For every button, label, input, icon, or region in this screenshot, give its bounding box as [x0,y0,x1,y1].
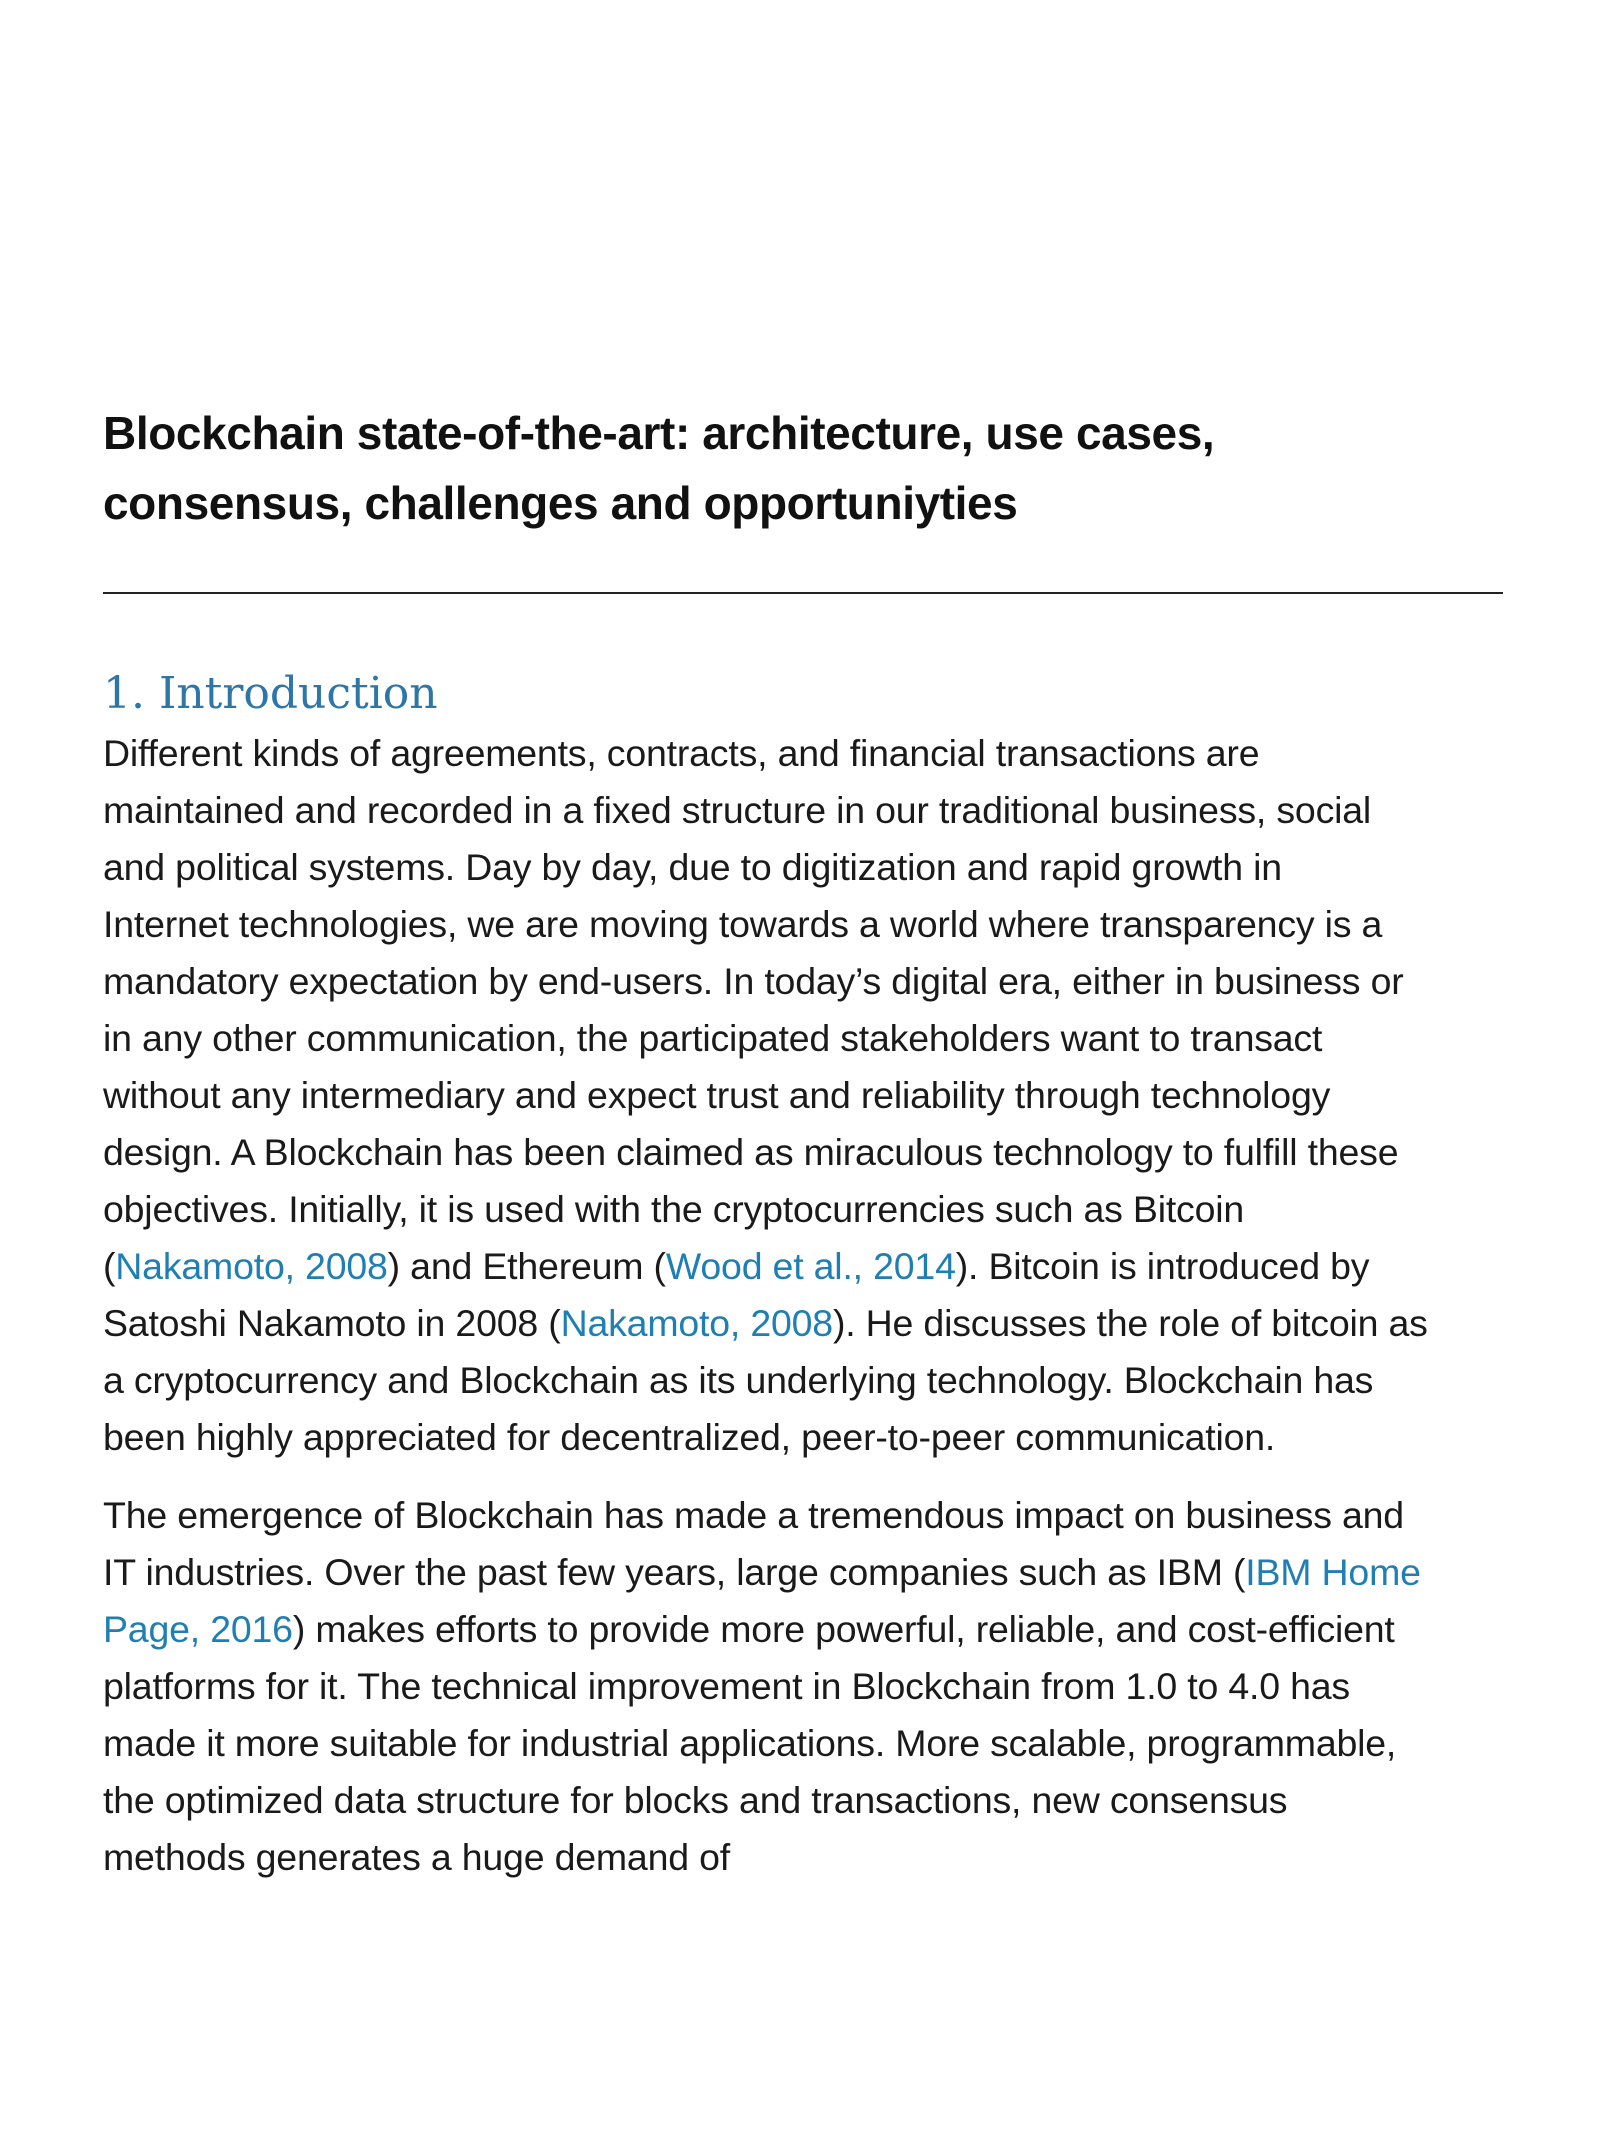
text-line: objectives. Initially, it is used with the cryptocurrencies such as Bitcoin [103,1188,1245,1230]
text-line [103,1295,1503,1352]
text-line: Different kinds of agreements, contracts, and financial transactions are [103,732,1260,774]
document-page [103,398,1503,1878]
text-line: a cryptocurrency and Blockchain as its underlying technology. Blockchain has [103,1359,1374,1401]
text-line: made it more suitable for industrial applications. More scalable, programmable, [103,1722,1397,1764]
paper-title-line: Blockchain state-of-the-art: architecture, use cases, [103,407,1215,459]
text-run: ( [103,1245,116,1287]
text-line [103,1601,1503,1658]
text-run: IT industries. Over the past few years, large companies such as IBM ( [103,1551,1246,1593]
text-line: mandatory expectation by end-users. In today’s digital era, either in business or [103,960,1404,1002]
text-line: without any intermediary and expect trust and reliability through technology [103,1074,1331,1116]
text-run: ) and Ethereum ( [387,1245,666,1287]
paragraph [103,725,1503,1466]
text-line: methods generates a huge demand of [103,1836,730,1878]
citation-link-ibm-2016[interactable]: Page, 2016 [103,1608,293,1650]
text-run: Satoshi Nakamoto in 2008 ( [103,1302,561,1344]
text-line: Internet technologies, we are moving towards a world where transparency is a [103,903,1383,945]
citation-link-ibm-2016[interactable]: IBM Home [1245,1551,1421,1593]
section-heading: 1. Introduction [103,668,438,719]
text-line: maintained and recorded in a fixed structure in our traditional business, social [103,789,1372,831]
citation-link-nakamoto-2008[interactable]: Nakamoto, 2008 [560,1302,833,1344]
text-line: in any other communication, the participated stakeholders want to transact [103,1017,1323,1059]
title-divider [103,592,1503,594]
text-line: been highly appreciated for decentralized, peer-to-peer communication. [103,1416,1276,1458]
text-line: The emergence of Blockchain has made a tremendous impact on business and [103,1494,1404,1536]
citation-link-wood-2014[interactable]: Wood et al., 2014 [665,1245,956,1287]
text-line: design. A Blockchain has been claimed as miraculous technology to fulfill these [103,1131,1399,1173]
text-run: ). Bitcoin is introduced by [955,1245,1370,1287]
introduction-section [103,663,1503,1886]
text-line: the optimized data structure for blocks and transactions, new consensus [103,1779,1288,1821]
text-line [103,1544,1503,1601]
paper-title-line: consensus, challenges and opportuniyties [103,477,1018,529]
text-line: platforms for it. The technical improvement in Blockchain from 1.0 to 4.0 has [103,1665,1350,1707]
text-run: ) makes efforts to provide more powerful, reliable, and cost-efficient [292,1608,1395,1650]
paper-title [103,398,1503,538]
text-line [103,1238,1503,1295]
paragraph [103,1487,1503,1886]
text-run: ). He discusses the role of bitcoin as [832,1302,1428,1344]
citation-link-nakamoto-2008[interactable]: Nakamoto, 2008 [115,1245,388,1287]
text-line: and political systems. Day by day, due to digitization and rapid growth in [103,846,1282,888]
